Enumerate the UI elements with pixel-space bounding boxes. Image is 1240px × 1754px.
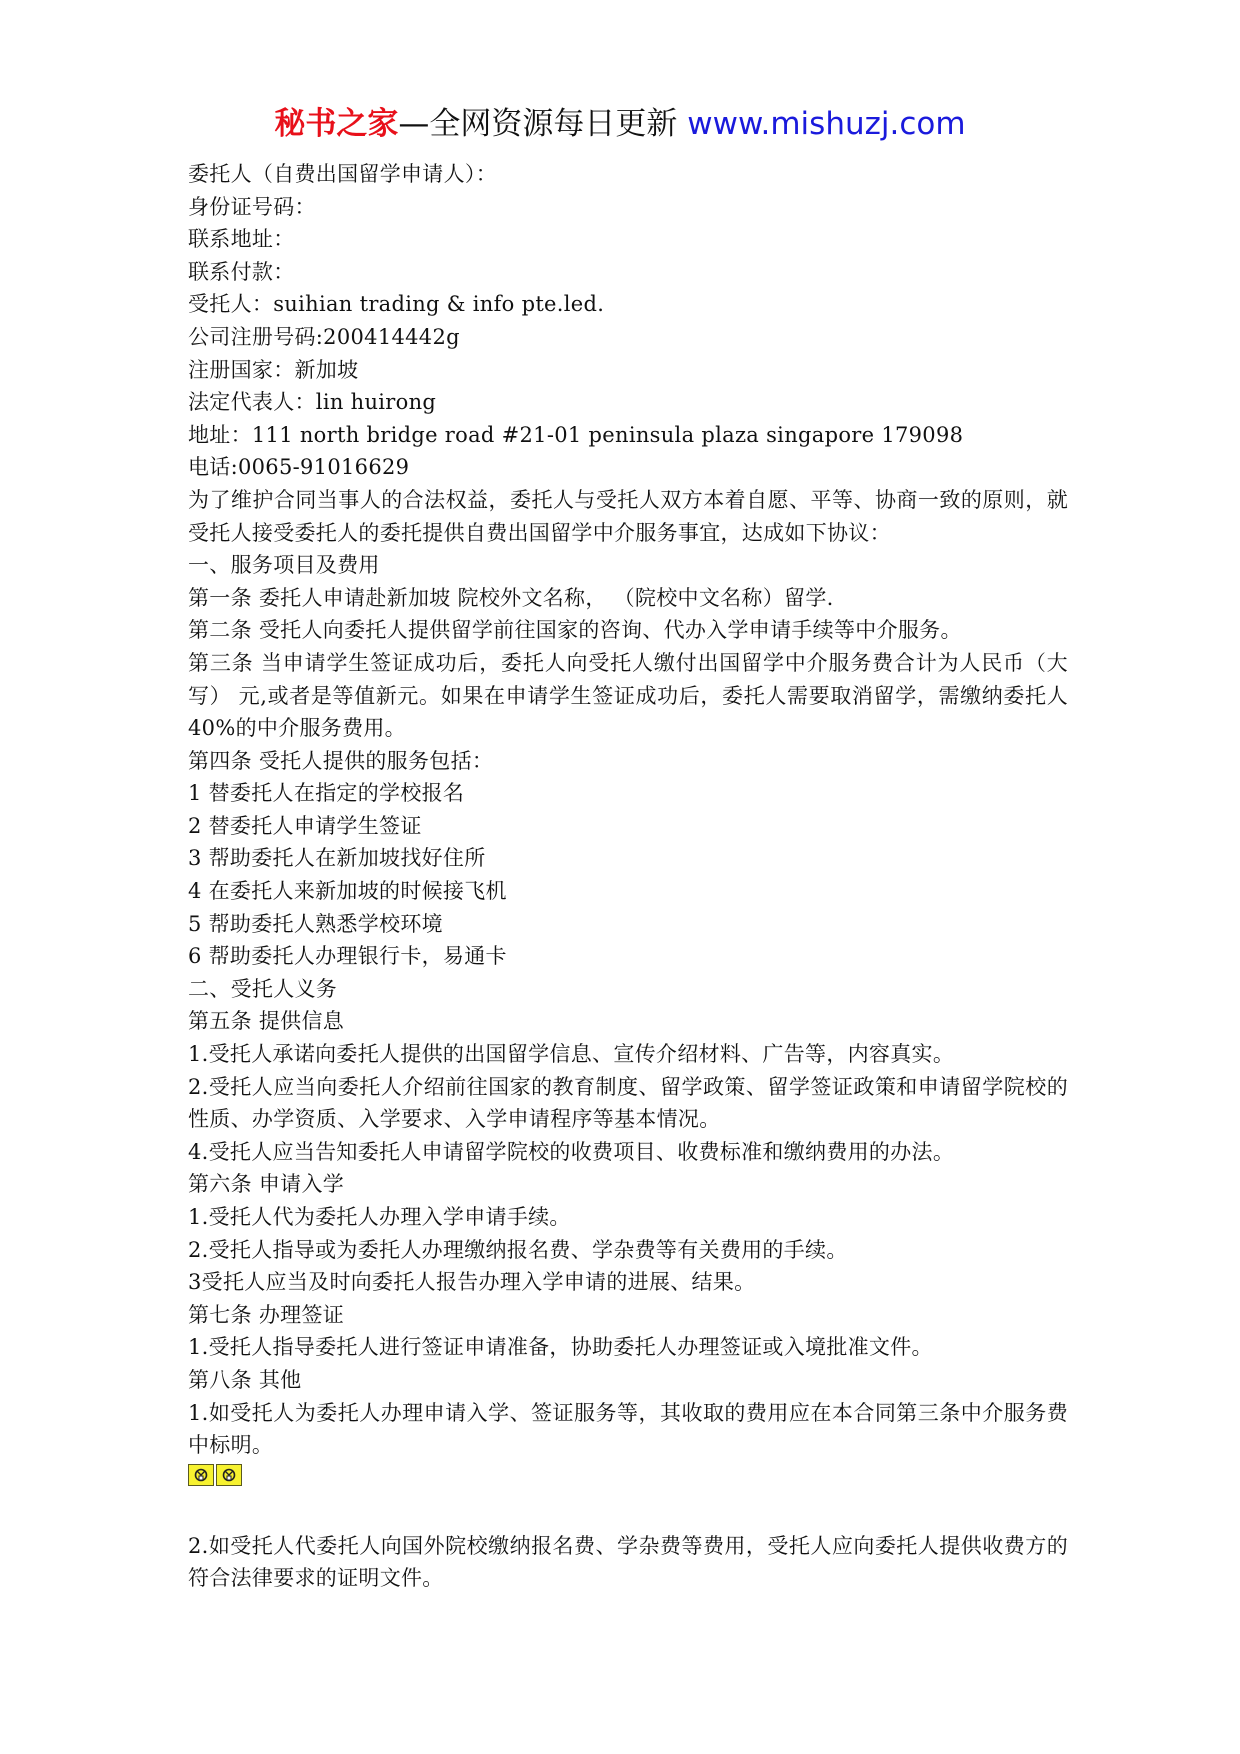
contact-address-line: 联系地址： bbox=[188, 227, 295, 252]
article-5: 第五条 提供信息 bbox=[188, 1009, 345, 1034]
reg-country-line: 注册国家：新加坡 bbox=[188, 357, 359, 382]
article-1: 第一条 委托人申请赴新加坡 院校外文名称， （院校中文名称）留学. bbox=[188, 585, 834, 610]
legal-rep-line: 法定代表人：lin huirong bbox=[188, 390, 437, 415]
article-8: 第八条 其他 bbox=[188, 1367, 302, 1392]
broken-image-icon bbox=[188, 1464, 214, 1486]
service-item: 5 帮助委托人熟悉学校环境 bbox=[188, 911, 443, 936]
article-5-item: 2.受托人应当向委托人介绍前往国家的教育制度、留学政策、留学签证政策和申请留学院校的性质、办学资质、入学要求、入学申请程序等基本情况。 bbox=[188, 1074, 1068, 1132]
document-body bbox=[188, 158, 1068, 1595]
article-2: 第二条 受托人向委托人提供留学前往国家的咨询、代办入学申请手续等中介服务。 bbox=[188, 618, 962, 643]
intro-paragraph: 为了维护合同当事人的合法权益，委托人与受托人双方本着自愿、平等、协商一致的原则，就受托人接受委托人的委托提供自费出国留学中介服务事宜，达成如下协议： bbox=[188, 487, 1068, 545]
service-item: 3 帮助委托人在新加坡找好住所 bbox=[188, 846, 486, 871]
id-number-line: 身份证号码： bbox=[188, 194, 316, 219]
article-5-item: 4.受托人应当告知委托人申请留学院校的收费项目、收费标准和缴纳费用的办法。 bbox=[188, 1139, 955, 1164]
banner-brand: 秘书之家 bbox=[274, 106, 399, 142]
article-7-item: 1.受托人指导委托人进行签证申请准备，协助委托人办理签证或入境批准文件。 bbox=[188, 1335, 933, 1360]
banner-tagline: —全网资源每日更新 bbox=[398, 106, 688, 142]
broken-image-icon bbox=[216, 1464, 242, 1486]
article-3: 第三条 当申请学生签证成功后，委托人向受托人缴付出国留学中介服务费合计为人民币（大写） 元,或者是等值新元。如果在申请学生签证成功后，委托人需要取消留学，需缴纳委托人 40%的中介服务费用。 bbox=[188, 650, 1068, 741]
article-5-item: 1.受托人承诺向委托人提供的出国留学信息、宣传介绍材料、广告等，内容真实。 bbox=[188, 1042, 955, 1067]
section2-title: 二、受托人义务 bbox=[188, 976, 338, 1001]
company-reg-line: 公司注册号码:200414442g bbox=[188, 324, 460, 349]
article-8-item-1: 1.如受托人为委托人办理申请入学、签证服务等，其收取的费用应在本合同第三条中介服务费中标明。 bbox=[188, 1400, 1068, 1458]
service-item: 6 帮助委托人办理银行卡，易通卡 bbox=[188, 944, 507, 969]
article-6: 第六条 申请入学 bbox=[188, 1172, 345, 1197]
article-7: 第七条 办理签证 bbox=[188, 1302, 345, 1327]
article-4: 第四条 受托人提供的服务包括： bbox=[188, 748, 494, 773]
article-6-item: 1.受托人代为委托人办理入学申请手续。 bbox=[188, 1205, 571, 1229]
banner-url-link[interactable]: www.mishuzj.com bbox=[687, 106, 966, 142]
agent-line: 受托人：suihian trading & info pte.led. bbox=[188, 292, 605, 317]
site-banner bbox=[0, 100, 1240, 148]
service-item: 1 替委托人在指定的学校报名 bbox=[188, 781, 465, 806]
address-line: 地址：111 north bridge road #21-01 peninsula plaza singapore 179098 bbox=[188, 422, 964, 447]
service-item: 4 在委托人来新加坡的时候接飞机 bbox=[188, 879, 507, 904]
embedded-icons bbox=[188, 1464, 1068, 1490]
section1-title: 一、服务项目及费用 bbox=[188, 553, 380, 578]
contact-payment-line: 联系付款： bbox=[188, 259, 295, 284]
principal-line: 委托人（自费出国留学申请人）： bbox=[188, 162, 497, 186]
article-6-item: 3受托人应当及时向委托人报告办理入学申请的进展、结果。 bbox=[188, 1270, 756, 1295]
article-6-item: 2.受托人指导或为委托人办理缴纳报名费、学杂费等有关费用的手续。 bbox=[188, 1237, 848, 1262]
phone-line: 电话:0065-91016629 bbox=[188, 455, 410, 480]
service-item: 2 替委托人申请学生签证 bbox=[188, 813, 422, 838]
article-8-item-2: 2.如受托人代委托人向国外院校缴纳报名费、学杂费等费用，受托人应向委托人提供收费方的符合法律要求的证明文件。 bbox=[188, 1533, 1068, 1591]
